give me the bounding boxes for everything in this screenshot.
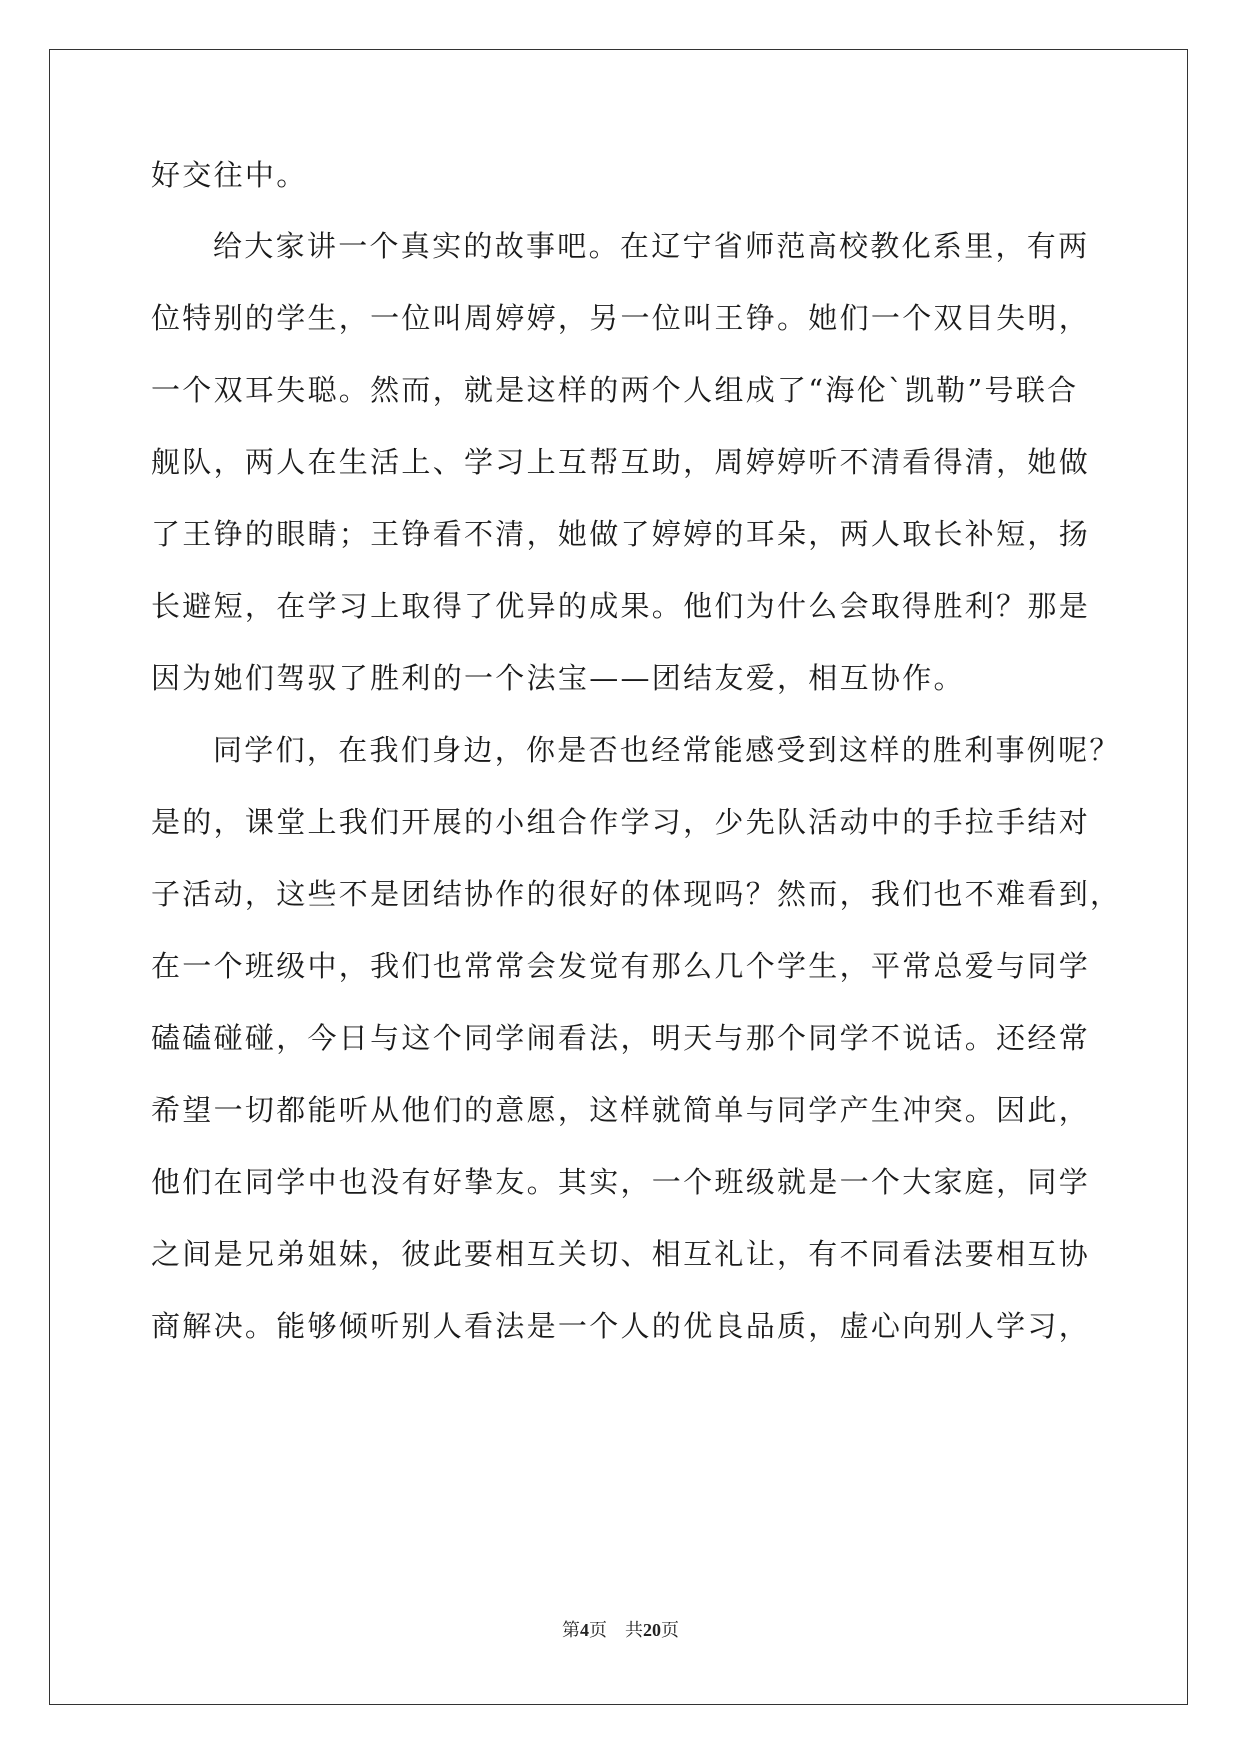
body-line: 商解决。能够倾听别人看法是一个人的优良品质，虚心向别人学习， [151,1309,1091,1343]
body-line: 了王铮的眼睛；王铮看不清，她做了婷婷的耳朵，两人取长补短，扬 [151,517,1091,551]
page-footer [0,1618,1241,1642]
body-line: 他们在同学中也没有好挚友。其实，一个班级就是一个大家庭，同学 [151,1165,1091,1199]
body-line: 好交往中。 [151,158,308,192]
body-line: 长避短，在学习上取得了优异的成果。他们为什么会取得胜利？那是 [151,589,1091,623]
body-line: 希望一切都能听从他们的意愿，这样就简单与同学产生冲突。因此， [151,1093,1091,1127]
body-line: 磕磕碰碰，今日与这个同学闹看法，明天与那个同学不说话。还经常 [151,1021,1091,1055]
footer-page-number: 4 [580,1620,589,1640]
body-line: 因为她们驾驭了胜利的一个法宝——团结友爱，相互协作。 [151,661,965,695]
footer-total-prefix: 共 [625,1620,643,1640]
body-line: 在一个班级中，我们也常常会发觉有那么几个学生，平常总爱与同学 [151,949,1091,983]
body-line: 之间是兄弟姐妹，彼此要相互关切、相互礼让，有不同看法要相互协 [151,1237,1091,1271]
footer-page-prefix: 第 [562,1620,580,1640]
footer-page-suffix: 页 [589,1620,607,1640]
body-line: 一个双耳失聪。然而，就是这样的两个人组成了“海伦`凯勒”号联合 [151,373,1079,407]
body-line: 位特别的学生，一位叫周婷婷，另一位叫王铮。她们一个双目失明， [151,301,1091,335]
body-line: 同学们，在我们身边，你是否也经常能感受到这样的胜利事例呢？ [213,733,1121,767]
body-line: 舰队，两人在生活上、学习上互帮互助，周婷婷听不清看得清，她做 [151,445,1091,479]
footer-total-pages: 20 [643,1620,661,1640]
body-line: 给大家讲一个真实的故事吧。在辽宁省师范高校教化系里，有两 [213,229,1090,263]
body-line: 是的，课堂上我们开展的小组合作学习，少先队活动中的手拉手结对 [151,805,1091,839]
body-line: 子活动，这些不是团结协作的很好的体现吗？然而，我们也不难看到， [151,877,1122,911]
footer-total-suffix: 页 [661,1620,679,1640]
